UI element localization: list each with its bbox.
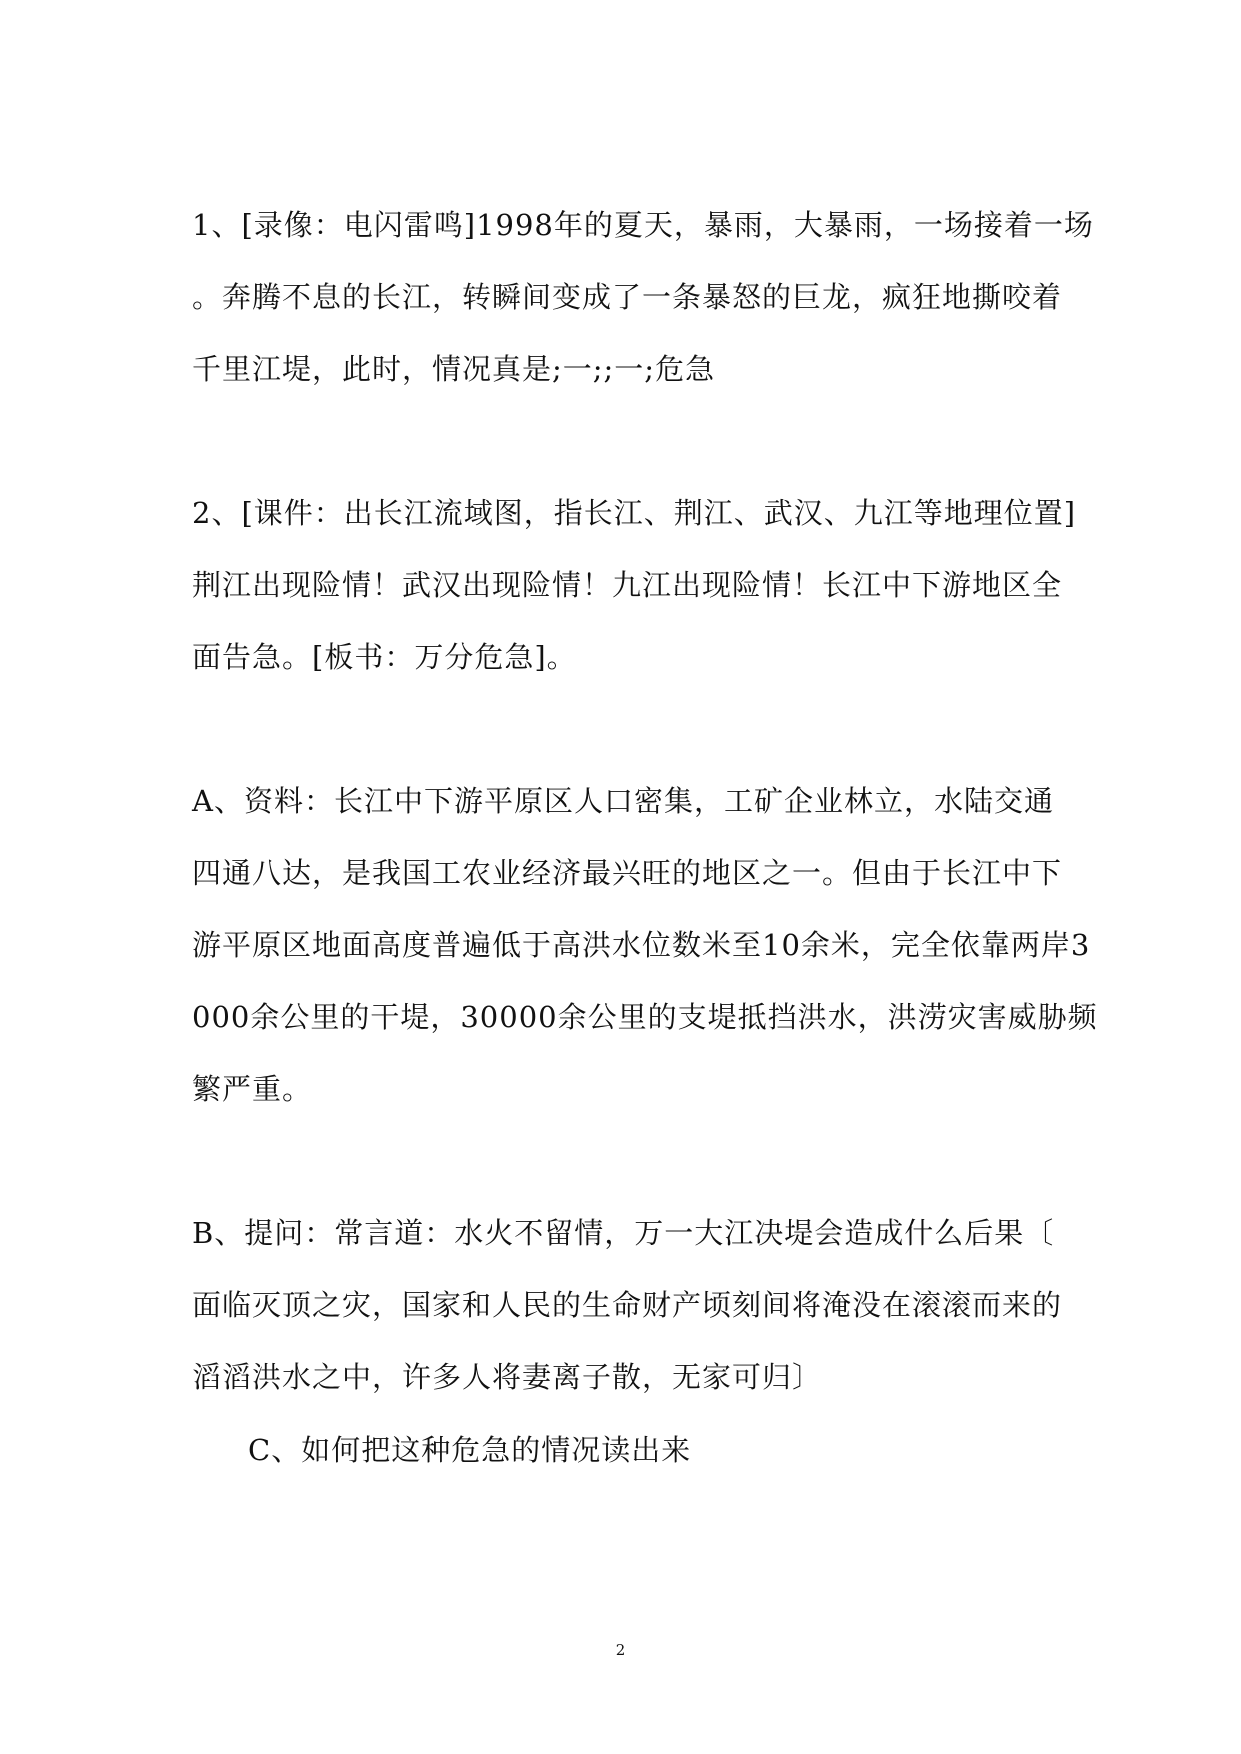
text-line: 。奔腾不息的长江，转瞬间变成了一条暴怒的巨龙，疯狂地撕咬着 — [192, 280, 1063, 314]
page-number: 2 — [615, 1641, 626, 1659]
text-line: 荆江出现险情！武汉出现险情！九江出现险情！长江中下游地区全 — [192, 568, 1063, 602]
text-line: 繁严重。 — [192, 1072, 313, 1106]
text-line: 1、[录像：电闪雷鸣]1998年的夏天，暴雨，大暴雨，一场接着一场 — [192, 208, 1094, 242]
text-line: 游平原区地面高度普遍低于高洪水位数米至10余米，完全依靠两岸3 — [192, 928, 1091, 962]
text-line: 2、[课件：出长江流域图，指长江、荆江、武汉、九江等地理位置] — [192, 496, 1077, 530]
text-line: A、资料：长江中下游平原区人口密集，工矿企业林立，水陆交通 — [192, 784, 1054, 818]
text-line: 千里江堤，此时，情况真是;一;;一;危急 — [192, 352, 716, 386]
text-line: 滔滔洪水之中，许多人将妻离子散，无家可归〕 — [192, 1360, 823, 1394]
text-line: 000余公里的干堤，30000余公里的支堤抵挡洪水，洪涝灾害威胁频 — [192, 1000, 1098, 1034]
text-line: B、提问：常言道：水火不留情，万一大江决堤会造成什么后果〔 — [192, 1216, 1055, 1250]
text-line: 四通八达，是我国工农业经济最兴旺的地区之一。但由于长江中下 — [192, 856, 1063, 890]
text-line: 面告急。[板书：万分危急]。 — [192, 640, 577, 674]
text-line: 面临灭顶之灾，国家和人民的生命财产顷刻间将淹没在滚滚而来的 — [192, 1288, 1063, 1322]
text-line: C、如何把这种危急的情况读出来 — [248, 1433, 692, 1467]
